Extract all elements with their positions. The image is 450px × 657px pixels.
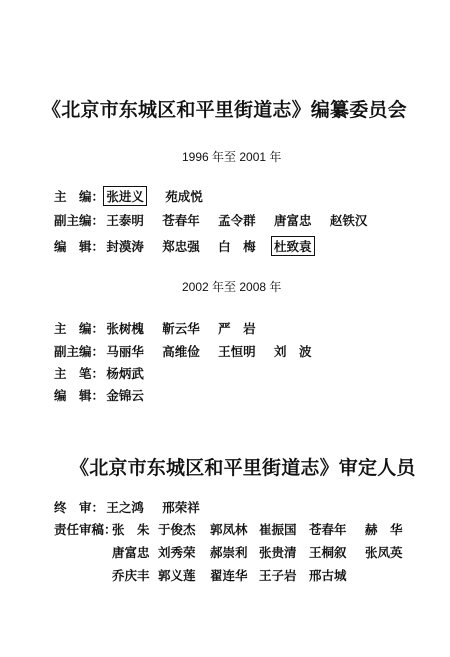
editor-name: 翟连华 xyxy=(210,568,248,583)
name: 高维俭 xyxy=(162,344,200,359)
name: 张树槐 xyxy=(106,321,144,336)
role-label: 终 审： xyxy=(54,500,105,515)
name-boxed: 杜致袁 xyxy=(271,236,315,256)
editor-name: 张贵清 xyxy=(259,545,297,560)
role-label: 主 笔： xyxy=(54,366,105,381)
editors-role-label: 责任审稿： xyxy=(54,522,117,537)
role-label: 副主编： xyxy=(54,344,105,359)
name: 孟令群 xyxy=(218,213,256,228)
name: 严 岩 xyxy=(218,321,256,336)
name: 王恒明 xyxy=(218,344,256,359)
editor-name: 郝崇利 xyxy=(210,545,248,560)
committee-title: 《北京市东城区和平里街道志》编纂委员会 xyxy=(42,99,407,121)
name: 苍春年 xyxy=(162,213,200,228)
role-label: 主 编： xyxy=(54,321,105,336)
name: 杨炳武 xyxy=(106,366,144,381)
editor-name: 赫 华 xyxy=(365,522,403,537)
editor-name: 邢古城 xyxy=(309,568,347,583)
name: 白 梅 xyxy=(218,239,256,254)
review-title: 《北京市东城区和平里街道志》审定人员 xyxy=(70,457,416,479)
role-label: 副主编： xyxy=(54,213,105,228)
editor-name: 郭凤林 xyxy=(210,522,248,537)
name: 唐富忠 xyxy=(273,213,312,228)
editor-name: 苍春年 xyxy=(309,522,347,537)
editor-name: 于俊杰 xyxy=(158,522,196,537)
name: 王之鸿 xyxy=(106,500,144,515)
name: 郑忠强 xyxy=(162,239,200,254)
name: 马丽华 xyxy=(106,344,144,359)
editor-name: 郭义莲 xyxy=(158,568,196,583)
editor-name: 张凤英 xyxy=(365,545,403,560)
name: 苑成悦 xyxy=(165,189,203,204)
editor-name: 刘秀荣 xyxy=(158,545,196,560)
role-label: 编 辑： xyxy=(54,388,105,403)
name: 邢荣祥 xyxy=(162,500,200,515)
name: 金锦云 xyxy=(106,388,144,403)
editor-name: 乔庆丰 xyxy=(112,568,150,583)
period-2002-2008: 2002 年至 2008 年 xyxy=(182,280,282,294)
name: 靳云华 xyxy=(162,321,200,336)
editor-name: 唐富忠 xyxy=(112,545,150,560)
editor-name: 崔振国 xyxy=(259,522,297,537)
period-1996-2001: 1996 年至 2001 年 xyxy=(182,150,282,164)
name: 王泰明 xyxy=(106,213,144,228)
editor-name: 王子岩 xyxy=(259,568,297,583)
editor-name: 张 朱 xyxy=(112,522,150,537)
name: 封漠涛 xyxy=(106,239,144,254)
role-label: 主 编： xyxy=(54,189,105,204)
name-boxed: 张进义 xyxy=(103,186,147,206)
editor-name: 王桐叙 xyxy=(309,545,347,560)
role-label: 编 辑： xyxy=(54,239,105,254)
name: 赵铁汉 xyxy=(329,213,368,228)
name: 刘 波 xyxy=(273,344,312,359)
